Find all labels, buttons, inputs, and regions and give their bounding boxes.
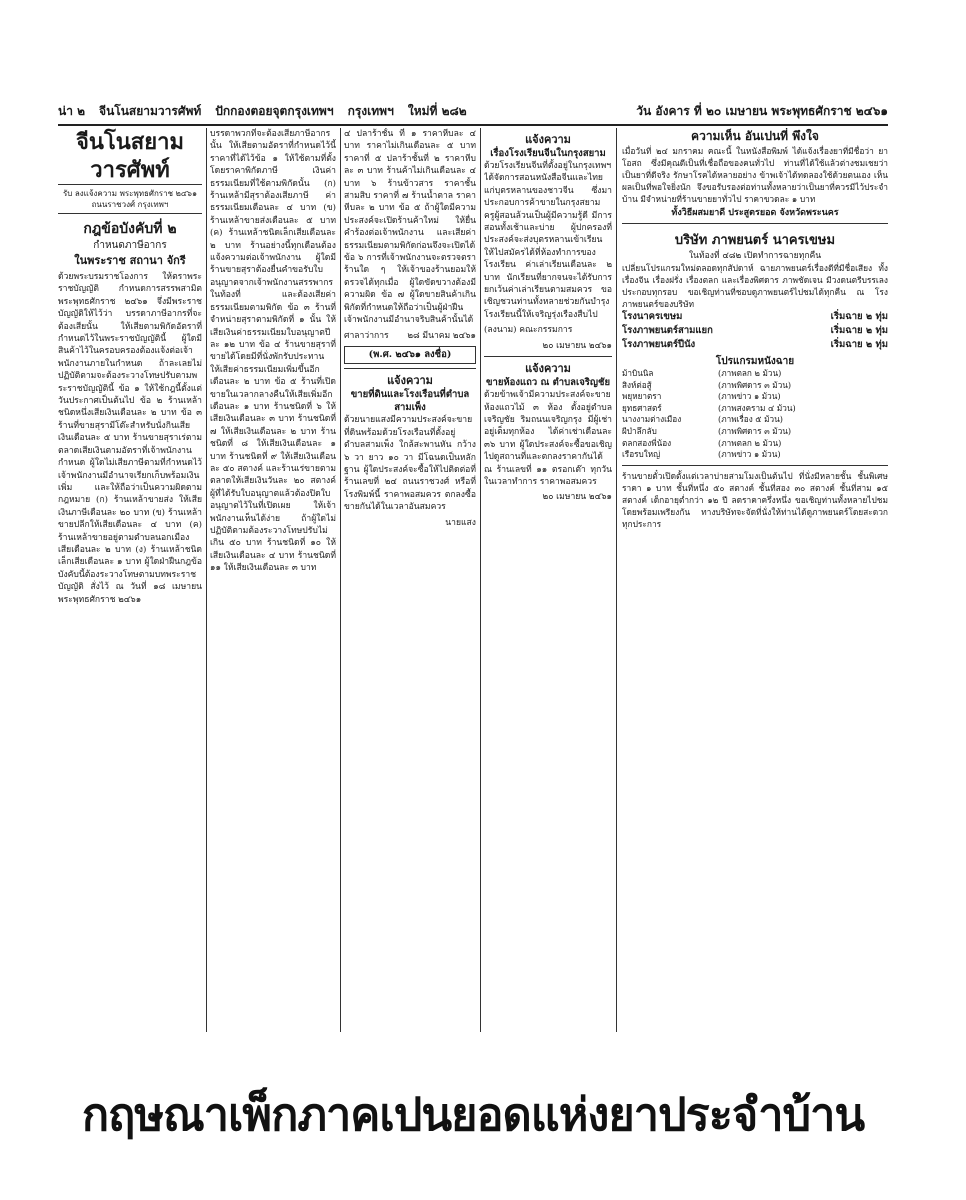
program-film-desc: (ภาพพิศดาร ๓ ม้วน): [718, 425, 792, 436]
law-subtitle: กำหนดภาษีอากร: [93, 240, 167, 251]
advert-cinema-subtitle: ในท้องที่ ๔๘๒ เปิดทำการฉายทุกคืน: [688, 251, 822, 261]
program-row: [622, 380, 888, 392]
program-film-title: ผีป่าลึกลับ: [622, 425, 657, 436]
section-divider: [344, 368, 476, 369]
column-divider: [206, 128, 207, 1032]
column-5: [622, 128, 888, 1032]
program-film-desc: (ภาพเรื่อง ๕ ม้วน): [718, 414, 783, 425]
law-signature-place: ศาลาว่าการ: [344, 330, 389, 341]
program-film-title: ม้าบินนิล: [622, 368, 654, 378]
notice-subtitle: ขายที่ดินและโรงเรือนที่ตำบลสามเพ็ง: [350, 389, 470, 414]
header-issue: ใหม่ที่ ๒๘๒: [407, 104, 467, 118]
program-film-desc: (ภาพพิศดาร ๓ ม้วน): [718, 379, 792, 390]
advert-cinema-body: เปลี่ยนโปรแกรมใหม่ตลอดทุกสัปดาห์ ฉายภาพยนตร์เรื่องดีที่มีชื่อเสียง ทั้งเรื่องจีน เรื่องฝรั่ง เรื่องตลก และเรื่องพิศดาร ภาพชัดเจน มีวงดนตรีบรรเลงประกอบทุกรอบ ขอเชิญท่านที่ชอบดูภาพยนตร์ไปชมได้ทุกคืน ณ โรงภาพยนตร์ของบริษัท: [622, 263, 888, 309]
column-divider: [480, 128, 481, 1032]
header-paper-name: จีนโนสยามวารศัพท์: [99, 104, 202, 118]
sale-notice-date-row: [484, 491, 612, 503]
masthead-info: รับ ลงแจ้งความ พระพุทธศักราช ๒๔๖๑ ถนนราชวงศ์ กรุงเทพฯ: [58, 188, 202, 214]
program-film-title: สิงห์ต่อสู้: [622, 379, 652, 390]
program-film-title: พยุหยาตรา: [622, 391, 662, 402]
column-4: [484, 128, 612, 1032]
header-city: กรุงเทพฯ: [347, 104, 394, 118]
program-row: [622, 414, 888, 426]
footer-advert-banner: กฤษณาเพ็กภาคเปนยอดแห่งยาประจำบ้าน: [81, 1088, 865, 1141]
program-film-desc: (ภาพข่าว ๑ ม้วน): [718, 449, 781, 460]
school-notice-date-row: [484, 340, 612, 352]
program-film-title: ยุทธศาสตร์: [622, 402, 662, 413]
program-title: โปรแกรมหนังฉาย: [715, 356, 795, 367]
school-notice-signer: (ลงนาม) คณะกรรมการ: [484, 325, 573, 336]
boxed-note: (พ.ศ. ๒๔๖๑ ลงชื่อ): [344, 346, 476, 364]
program-film-desc: (ภาพข่าว ๑ ม้วน): [718, 391, 781, 402]
page-header: [58, 96, 888, 126]
masthead-title: จีนโนสยามวารศัพท์: [58, 128, 202, 185]
notice-body: ด้วยนายแสงมีความประสงค์จะขายที่ดินพร้อมด้วยโรงเรือนที่ตั้งอยู่ตำบลสามเพ็ง ใกล้สะพานหัน กว้าง ๖ วา ยาว ๑๐ วา มีโฉนดเป็นหลักฐาน ผู้ใดประสงค์จะซื้อให้ไปติดต่อที่ร้านเลขที่ ๒๔ ถนนราชวงศ์ หรือที่โรงพิมพ์นี้ ราคาพอสมควร ตกลงซื้อขายกันได้ในเวลาอันสมควร: [344, 415, 476, 513]
advert-cinema-closing: ร้านขายตั๋วเปิดตั้งแต่เวลาบ่ายสามโมงเป็นต้นไป ที่นั่งมีหลายชั้น ชั้นพิเศษราคา ๑ บาท ชั้นที่หนึ่ง ๕๐ สตางค์ ชั้นที่สอง ๓๐ สตางค์ ชั้นที่สาม ๑๕ สตางค์ เด็กอายุต่ำกว่า ๑๒ ปี ลดราคาครึ่งหนึ่ง ขอเชิญท่านทั้งหลายไปชมโดยพร้อมเพรียงกัน ทางบริษัทจะจัดที่นั่งให้ท่านได้ดูภาพยนตร์โดยสะดวกทุกประการ: [622, 470, 888, 529]
advert-medicine-body: เมื่อวันที่ ๒๔ มกราคม คณะนี้ ในหนังสือพิมพ์ ได้แจ้งเรื่องยาที่มีชื่อว่า ยาโอสถ ซึ่งมีคุณดีเป็นที่เชื่อถือของคนทั่วไป ท่านที่ได้ใช้แล้วต่างชมเชยว่าเป็นยาที่ดีจริง รักษาโรคได้หลายอย่าง ข้าพเจ้าได้ทดลองใช้ด้วยตนเอง เห็นผลเป็นที่พอใจยิ่งนัก จึงขอรับรองต่อท่านทั้งหลายว่าเป็นยาที่ควรมีไว้ประจำบ้าน มีจำหน่ายที่ร้านขายยาทั่วไป ราคาขวดละ ๑ บาท: [622, 146, 888, 204]
program-film-title: นางงามต่างเมือง: [622, 414, 682, 425]
school-notice-signature: [484, 324, 612, 336]
column-divider: [616, 128, 617, 1032]
notice-signature: [344, 517, 476, 529]
cinema-name: โรงภาพยนตร์ปีนัง: [622, 339, 696, 350]
cinema-name: โรงนาครเขษม: [622, 311, 683, 322]
program-row: [622, 391, 888, 403]
program-film-desc: (ภาพตลก ๒ ม้วน): [718, 368, 782, 378]
law-signature: [344, 330, 476, 342]
notice-signature-name: นายแสง: [445, 517, 476, 528]
advert-cinema-title: บริษัท ภาพยนตร์ นาครเขษม: [674, 233, 836, 248]
cinema-time: เริ่มฉาย ๒ ทุ่ม: [830, 339, 888, 350]
law-signature-date: ๒๘ มีนาคม ๒๔๖๑: [407, 330, 476, 341]
section-divider: [484, 356, 612, 357]
section-divider: [622, 223, 888, 224]
program-row: [622, 438, 888, 450]
notice-title: แจ้งความ: [387, 374, 433, 388]
cinema-time: เริ่มฉาย ๒ ทุ่ม: [830, 311, 888, 322]
law-title: กฎข้อบังคับที่ ๒: [83, 221, 177, 237]
program-row: [622, 403, 888, 415]
program-row: [622, 426, 888, 438]
column-divider: [340, 128, 341, 1032]
tariff-body-text: บรรดาพวกที่จะต้องเสียภาษีอากรนั้น ให้เสียตามอัตราที่กำหนดไว้นี้ ราคาที่ได้ไว้ข้อ ๑ ให้ใช้ตามที่ตั้ง โดยราคาพิกัดภาษี เงินค่าธรรมเนียมที่ใช้ตามพิกัดนั้น (ก) ร้านเหล้ามีสุราต้องเสียภาษี ค่าธรรมเนียมเดือนละ ๔ บาท (ข) ร้านเหล้าขายส่งเดือนละ ๕ บาท (ค) ร้านเหล้าชนิดเล็กเสียเดือนละ ๒ บาท ร้านอย่างนี้ทุกเดือนต้องแจ้งความต่อเจ้าพนักงาน ผู้ใดมีร้านขายสุราต้องยื่นคำขอรับใบอนุญาตจากเจ้าพนักงานสรรพากรในท้องที่ และต้องเสียค่าธรรมเนียมตามพิกัด ข้อ ๓ ร้านที่จำหน่ายสุราตามพิกัดที่ ๑ นั้น ให้เสียเงินค่าธรรมเนียมใบอนุญาตปีละ ๑๒ บาท ข้อ ๔ ร้านขายสุราที่ขายได้โดยมีที่นั่งพักรับประทาน ให้เสียค่าธรรมเนียมเพิ่มขึ้นอีกเดือนละ ๒ บาท ข้อ ๕ ร้านที่เปิดขายในเวลากลางคืนให้เสียเพิ่มอีกเดือนละ ๑ บาท ร้านชนิดที่ ๖ ให้เสียเงินเดือนละ ๓ บาท ร้านชนิดที่ ๗ ให้เสียเงินเดือนละ ๒ บาท ร้านชนิดที่ ๘ ให้เสียเงินเดือนละ ๑ บาท ร้านชนิดที่ ๙ ให้เสียเงินเดือนละ ๕๐ สตางค์ และร้านเร่ขายตามตลาดให้เสียเงินวันละ ๒๐ สตางค์ ผู้ที่ได้รับใบอนุญาตแล้วต้องปิดใบอนุญาตไว้ในที่เปิดเผย ให้เจ้าพนักงานเห็นได้ง่าย ถ้าผู้ใดไม่ปฏิบัติตามต้องระวางโทษปรับไม่เกิน ๕๐ บาท ร้านชนิดที่ ๑๐ ให้เสียเงินเดือนละ ๔ บาท ร้านชนิดที่ ๑๑ ให้เสียเงินเดือนละ ๓ บาท: [210, 129, 336, 574]
cinema-row: [622, 338, 888, 352]
law-body-text: ด้วยพระบรมราชโองการ ให้ตราพระราชบัญญัติ กำหนดการสรรพสามิต พระพุทธศักราช ๒๔๖๑ จึ่งมีพระราชบัญญัติให้ไว้ว่า บรรดาภาษีอากรที่จะต้องเสียนั้น ให้เสียตามพิกัดอัตราที่กำหนดไว้ในพระราชบัญญัตินี้ ผู้ใดมีสินค้าไว้ในครอบครองต้องแจ้งต่อเจ้าพนักงานภายในกำหนด ถ้าละเลยไม่ปฏิบัติตามจะต้องระวางโทษปรับตามพระราชบัญญัตินี้ ข้อ ๑ ให้ใช้กฎนี้ตั้งแต่วันประกาศเป็นต้นไป ข้อ ๒ ร้านเหล้าชนิดหนึ่งเสียเงินเดือนละ ๒ บาท ข้อ ๓ ร้านที่ขายสุรามีโต๊ะสำหรับนั่งกินเสียเงินเดือนละ ๕ บาท ร้านขายสุราเร่ตามตลาดเสียเงินตามอัตราที่เจ้าพนักงานกำหนด ผู้ใดไม่เสียภาษีตามที่กำหนดไว้ เจ้าพนักงานมีอำนาจเรียกเก็บพร้อมเงินเพิ่ม และให้ถือว่าเป็นความผิดตามกฎหมาย (ก) ร้านเหล้าขายส่ง ให้เสียเงินภาษีเดือนละ ๒๐ บาท (ข) ร้านเหล้าขายปลีกให้เสียเดือนละ ๔ บาท (ค) ร้านเหล้าขายอยู่ตามตำบลนอกเมืองเสียเดือนละ ๒ บาท (ง) ร้านเหล้าชนิดเล็กเสียเดือนละ ๑ บาท ผู้ใดฝ่าฝืนกฎข้อบังคับนี้ต้องระวางโทษตามบทพระราชบัญญัติ สั่งไว้ ณ วันที่ ๑๘ เมษายน พระพุทธศักราช ๒๔๖๑: [58, 272, 202, 605]
tariff-continued-text: ๔ ปลาร้าชั้น ที่ ๑ ราคาหีบละ ๔ บาท ราคาไม่เกินเดือนละ ๕ บาท ราคาที่ ๕ ปลาร้าชั้นที่ ๒ ราคาหีบละ ๓ บาท ร้านค้าไม่เกินเดือนละ ๔ บาท ๖ ร้านข้าวสาร ราคาชั้นสามสิบ ราคาที่ ๗ ร้านน้ำตาล ราคาหีบละ ๒ บาท ข้อ ๕ ถ้าผู้ใดมีความประสงค์จะเปิดร้านค้าใหม่ ให้ยื่นคำร้องต่อเจ้าพนักงาน และเสียค่าธรรมเนียมตามพิกัดก่อนจึงจะเปิดได้ ข้อ ๖ การที่เจ้าพนักงานจะตรวจตราร้านใด ๆ ให้เจ้าของร้านยอมให้ตรวจได้ทุกเมื่อ ผู้ใดขัดขวางต้องมีความผิด ข้อ ๗ ผู้ใดขายสินค้าเกินพิกัดที่กำหนดให้ถือว่าเป็นผู้ฝ่าฝืน เจ้าพนักงานมีอำนาจริบสินค้านั้นได้: [344, 129, 476, 326]
column-1: [58, 128, 202, 1032]
school-notice-body: ด้วยโรงเรียนจีนที่ตั้งอยู่ในกรุงเทพฯ ได้จัดการสอนหนังสือจีนและไทยแก่บุตรหลานของชาวจีน ซึ่งมาประกอบการค้าขายในกรุงสยาม ครูผู้สอนล้วนเป็นผู้มีความรู้ดี มีการสอนทั้งเช้าและบ่าย ผู้ปกครองที่ประสงค์จะส่งบุตรหลานเข้าเรียนให้ไปสมัครได้ที่ห้องทำการของโรงเรียน ค่าเล่าเรียนเดือนละ ๒ บาท นักเรียนที่ยากจนจะได้รับการยกเว้นค่าเล่าเรียนตามสมควร ขอเชิญชวนท่านทั้งหลายช่วยกันบำรุงโรงเรียนนี้ให้เจริญรุ่งเรืองสืบไป: [484, 161, 612, 320]
law-reign: ในพระราช สถานา จักรี: [74, 254, 186, 267]
cinema-name: โรงภาพยนตร์สามแยก: [622, 325, 713, 336]
program-list: [622, 368, 888, 461]
column-3: [344, 128, 476, 1032]
cinema-row: [622, 324, 888, 338]
sale-notice-title: แจ้งความ: [525, 362, 571, 376]
program-row: [622, 368, 888, 380]
sale-notice-date: ๒๐ เมษายน ๒๔๖๑: [542, 492, 612, 503]
cinema-time: เริ่มฉาย ๒ ทุ่ม: [830, 325, 888, 336]
cinema-row: [622, 310, 888, 324]
sale-notice-subtitle: ขายห้องแถว ณ ตำบลเจริญชัย: [485, 377, 611, 389]
program-film-title: ตลกสองพี่น้อง: [622, 437, 672, 448]
cinema-list: [622, 310, 888, 352]
program-row: [622, 449, 888, 461]
section-divider: [622, 465, 888, 466]
advert-medicine-title: ความเห็น อันเปนที่ พึงใจ: [691, 129, 819, 143]
header-page-number: น่า ๒: [58, 104, 86, 118]
school-notice-subtitle: เรื่องโรงเรียนจีนในกรุงสยาม: [490, 148, 606, 159]
program-film-desc: (ภาพสงคราม ๔ ม้วน): [718, 402, 796, 413]
advert-medicine-sign: ทั้งวิธีผสมยาดี ประสูตรยอด จังหวัดพระนคร: [671, 208, 839, 218]
school-notice-date: ๒๐ เมษายน ๒๔๖๑: [542, 340, 612, 351]
column-2: [210, 128, 336, 1032]
program-film-title: เรือรบใหญ่: [622, 449, 661, 460]
program-film-desc: (ภาพตลก ๒ ม้วน): [718, 437, 782, 448]
school-notice-title: แจ้งความ: [525, 133, 571, 146]
header-printer: ปักกองตอยจุตกรุงเทพฯ: [215, 104, 334, 118]
header-date: วัน อังคาร ที่ ๒๐ เมษายน พระพุทธศักราช ๒๔๖๑: [636, 104, 888, 118]
header-left: [58, 102, 467, 124]
sale-notice-body: ด้วยข้าพเจ้ามีความประสงค์จะขายห้องแถวไม้ ๓ ห้อง ตั้งอยู่ตำบลเจริญชัย ริมถนนเจริญกรุง มีผู้เช่าอยู่เต็มทุกห้อง ได้ค่าเช่าเดือนละ ๓๖ บาท ผู้ใดประสงค์จะซื้อขอเชิญไปดูสถานที่และตกลงราคากันได้ ณ ร้านเลขที่ ๑๑ ตรอกเต๊า ทุกวันในเวลาทำการ ราคาพอสมควร: [484, 390, 612, 487]
